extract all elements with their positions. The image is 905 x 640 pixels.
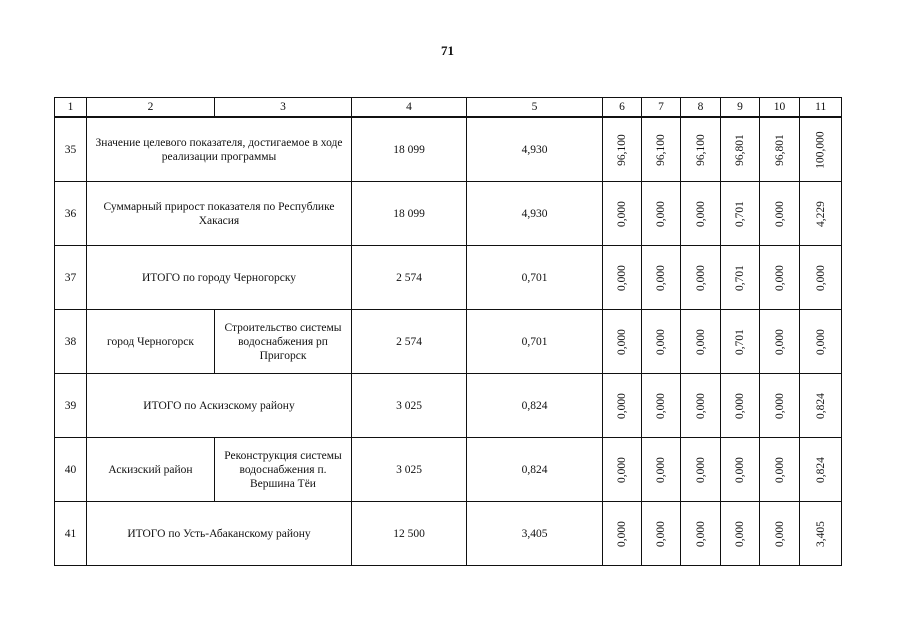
rotated-value: 0,000 xyxy=(616,392,628,419)
rotated-value: 3,405 xyxy=(814,520,827,547)
value-cell xyxy=(642,246,681,310)
row-number-cell: 38 xyxy=(55,310,87,374)
value-cell xyxy=(642,502,681,566)
column-4-cell: 2 574 xyxy=(352,246,467,310)
column-5-cell: 0,824 xyxy=(467,438,603,502)
value-cell xyxy=(603,246,642,310)
rotated-value: 0,000 xyxy=(694,520,707,547)
value-cell xyxy=(603,117,642,182)
column-4-cell: 18 099 xyxy=(352,182,467,246)
rotated-value: 0,000 xyxy=(694,456,707,483)
table-row xyxy=(55,502,842,566)
value-cell xyxy=(681,182,721,246)
header-cell: 4 xyxy=(352,98,467,118)
value-cell xyxy=(603,182,642,246)
value-cell xyxy=(760,246,800,310)
value-cell xyxy=(721,502,760,566)
column-5-cell: 4,930 xyxy=(467,182,603,246)
rotated-value: 96,100 xyxy=(616,133,628,166)
rotated-value: 4,229 xyxy=(814,200,827,227)
header-cell: 11 xyxy=(800,98,842,118)
value-cell xyxy=(721,182,760,246)
value-cell xyxy=(603,502,642,566)
data-table xyxy=(54,97,842,566)
rotated-value: 0,000 xyxy=(734,520,746,547)
value-cell xyxy=(721,117,760,182)
value-cell xyxy=(681,310,721,374)
rotated-value: 0,000 xyxy=(814,328,827,355)
rotated-value: 0,701 xyxy=(734,200,746,227)
rotated-value: 0,000 xyxy=(734,392,746,419)
rotated-value: 0,000 xyxy=(655,392,667,419)
rotated-value: 0,824 xyxy=(814,392,827,419)
column-4-cell: 3 025 xyxy=(352,374,467,438)
value-cell xyxy=(760,374,800,438)
table-row xyxy=(55,310,842,374)
row-number-cell: 36 xyxy=(55,182,87,246)
column-5-cell: 0,824 xyxy=(467,374,603,438)
column-4-cell: 18 099 xyxy=(352,117,467,182)
rotated-value: 0,000 xyxy=(616,456,628,483)
header-cell: 6 xyxy=(603,98,642,118)
indicator-name-cell: ИТОГО по Аскизскому району xyxy=(87,374,352,438)
rotated-value: 0,000 xyxy=(773,328,786,355)
column-5-cell: 0,701 xyxy=(467,246,603,310)
rotated-value: 0,000 xyxy=(814,264,827,291)
rotated-value: 0,000 xyxy=(616,264,628,291)
value-cell xyxy=(642,374,681,438)
value-cell xyxy=(681,117,721,182)
header-row xyxy=(55,98,842,118)
rotated-value: 0,000 xyxy=(773,200,786,227)
value-cell xyxy=(760,182,800,246)
rotated-value: 0,000 xyxy=(694,392,707,419)
row-number-cell: 41 xyxy=(55,502,87,566)
rotated-value: 96,100 xyxy=(694,133,707,166)
rotated-value: 96,100 xyxy=(655,133,667,166)
rotated-value: 0,000 xyxy=(655,456,667,483)
value-cell xyxy=(800,502,842,566)
value-cell xyxy=(642,182,681,246)
row-number-cell: 39 xyxy=(55,374,87,438)
object-cell: Строительство системы водоснабжения рп Пригорск xyxy=(215,310,352,374)
rotated-value: 0,701 xyxy=(734,264,746,291)
table-row xyxy=(55,374,842,438)
value-cell xyxy=(760,117,800,182)
rotated-value: 0,000 xyxy=(655,264,667,291)
value-cell xyxy=(800,310,842,374)
indicator-name-cell: ИТОГО по Усть-Абаканскому району xyxy=(87,502,352,566)
column-4-cell: 2 574 xyxy=(352,310,467,374)
value-cell xyxy=(603,374,642,438)
value-cell xyxy=(603,438,642,502)
header-cell: 5 xyxy=(467,98,603,118)
value-cell xyxy=(642,310,681,374)
value-cell xyxy=(681,246,721,310)
value-cell xyxy=(800,246,842,310)
rotated-value: 0,000 xyxy=(773,520,786,547)
rotated-value: 0,000 xyxy=(694,328,707,355)
rotated-value: 0,000 xyxy=(616,520,628,547)
row-number-cell: 40 xyxy=(55,438,87,502)
column-4-cell: 12 500 xyxy=(352,502,467,566)
value-cell xyxy=(800,117,842,182)
row-number-cell: 37 xyxy=(55,246,87,310)
value-cell xyxy=(721,246,760,310)
municipality-cell: Аскизский район xyxy=(87,438,215,502)
rotated-value: 96,801 xyxy=(773,133,786,166)
header-cell: 9 xyxy=(721,98,760,118)
value-cell xyxy=(760,438,800,502)
column-5-cell: 3,405 xyxy=(467,502,603,566)
header-cell: 2 xyxy=(87,98,215,118)
value-cell xyxy=(681,502,721,566)
table-row xyxy=(55,117,842,182)
column-5-cell: 4,930 xyxy=(467,117,603,182)
value-cell xyxy=(642,438,681,502)
municipality-cell: город Черногорск xyxy=(87,310,215,374)
column-4-cell: 3 025 xyxy=(352,438,467,502)
object-cell: Реконструкция системы водоснабжения п. Вершина Тёи xyxy=(215,438,352,502)
value-cell xyxy=(800,438,842,502)
rotated-value: 100,000 xyxy=(814,130,827,169)
page-number: 71 xyxy=(441,43,454,58)
rotated-value: 0,000 xyxy=(655,520,667,547)
indicator-name-cell: Суммарный прирост показателя по Республике Хакасия xyxy=(87,182,352,246)
value-cell xyxy=(721,310,760,374)
row-number-cell: 35 xyxy=(55,117,87,182)
rotated-value: 0,000 xyxy=(655,200,667,227)
table-row xyxy=(55,438,842,502)
rotated-value: 0,000 xyxy=(734,456,746,483)
rotated-value: 0,000 xyxy=(616,328,628,355)
value-cell xyxy=(760,310,800,374)
header-cell: 3 xyxy=(215,98,352,118)
value-cell xyxy=(603,310,642,374)
value-cell xyxy=(681,374,721,438)
header-cell: 1 xyxy=(55,98,87,118)
table-row xyxy=(55,182,842,246)
rotated-value: 0,000 xyxy=(616,200,628,227)
value-cell xyxy=(721,438,760,502)
rotated-value: 0,701 xyxy=(734,328,746,355)
indicator-name-cell: ИТОГО по городу Черногорску xyxy=(87,246,352,310)
column-5-cell: 0,701 xyxy=(467,310,603,374)
value-cell xyxy=(721,374,760,438)
value-cell xyxy=(681,438,721,502)
value-cell xyxy=(800,374,842,438)
rotated-value: 0,000 xyxy=(773,456,786,483)
rotated-value: 0,000 xyxy=(773,264,786,291)
rotated-value: 0,000 xyxy=(773,392,786,419)
rotated-value: 0,000 xyxy=(655,328,667,355)
value-cell xyxy=(760,502,800,566)
rotated-value: 0,000 xyxy=(694,200,707,227)
table-row xyxy=(55,246,842,310)
header-cell: 10 xyxy=(760,98,800,118)
value-cell xyxy=(642,117,681,182)
value-cell xyxy=(800,182,842,246)
header-cell: 8 xyxy=(681,98,721,118)
rotated-value: 96,801 xyxy=(734,133,746,166)
indicator-name-cell: Значение целевого показателя, достигаемое в ходе реализации программы xyxy=(87,117,352,182)
rotated-value: 0,824 xyxy=(814,456,827,483)
rotated-value: 0,000 xyxy=(694,264,707,291)
header-cell: 7 xyxy=(642,98,681,118)
